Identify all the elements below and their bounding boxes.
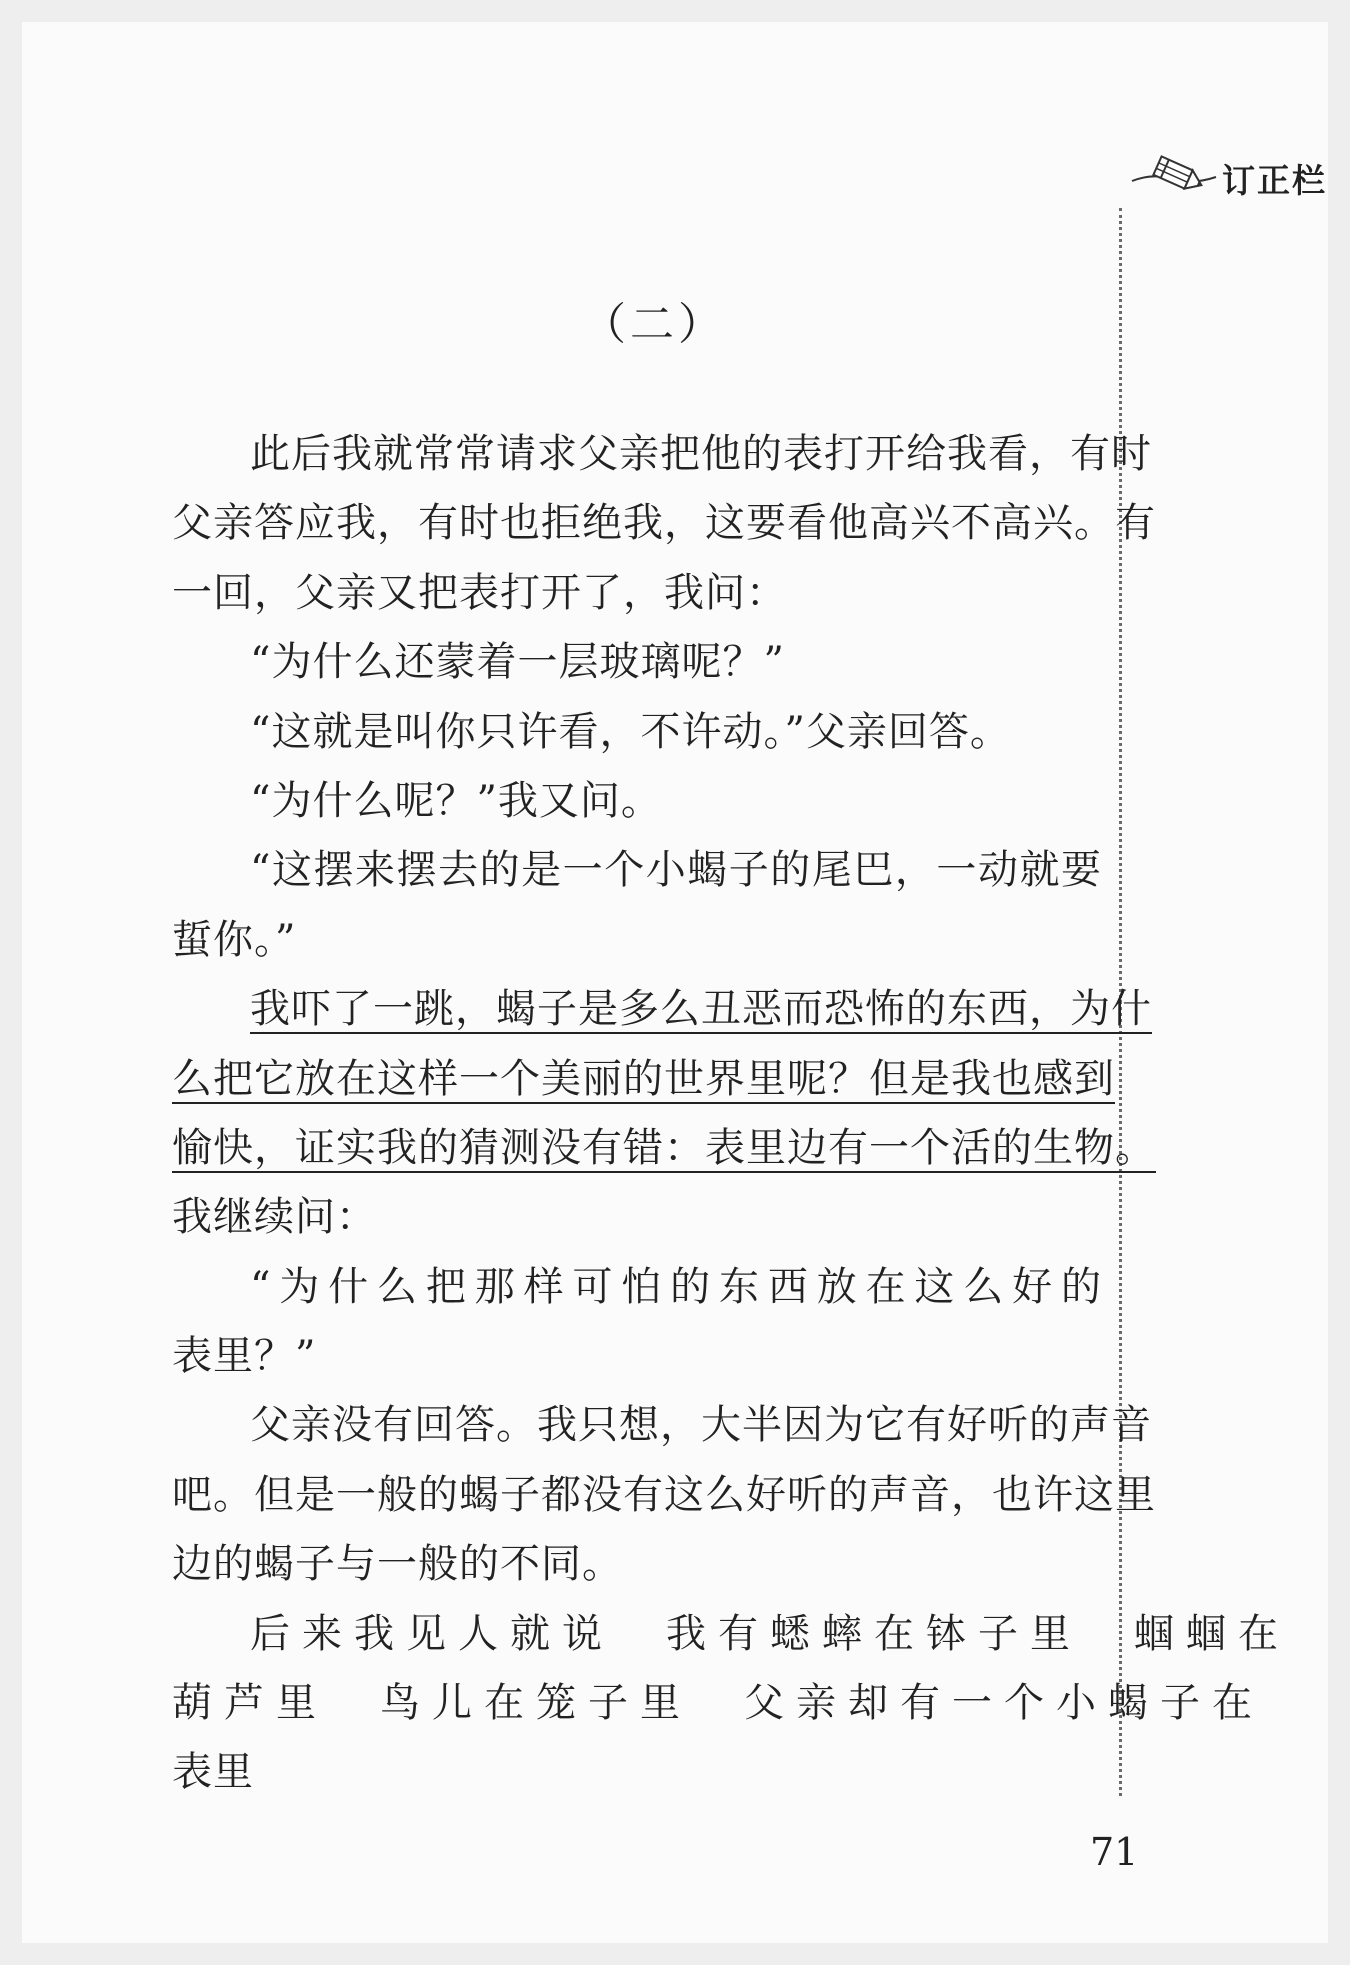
text-line: 边的蝎子与一般的不同。 (172, 1541, 623, 1588)
underlined-text: 我吓了一跳，蝎子是多么丑恶而恐怖的东西，为什 (250, 986, 1152, 1033)
text-line: “这摆来摆去的是一个小蝎子的尾巴，一动就要 (250, 847, 1102, 894)
correction-column-title: 订正栏 (1222, 161, 1327, 200)
page-number: 71 (1090, 1830, 1139, 1874)
text-line: 蜇你。” (172, 916, 297, 963)
underlined-text-line (172, 1114, 1156, 1183)
text-line: 父亲答应我，有时也拒绝我，这要看他高兴不高兴。有 (172, 500, 1156, 547)
body-text (172, 420, 1290, 1808)
section-title: （二） (582, 299, 726, 350)
text-line: 我继续问： (172, 1194, 377, 1241)
underlined-text-line (172, 1045, 1115, 1114)
book-page (22, 22, 1328, 1943)
text-line: “为什么还蒙着一层玻璃呢？” (250, 639, 785, 686)
text-line: 此后我就常常请求父亲把他的表打开给我看，有时 (250, 431, 1152, 477)
text-line: 后来我见人就说 我有蟋蟀在钵子里 蝈蝈在 (250, 1610, 1290, 1657)
text-line: “为什么呢？”我又问。 (250, 777, 662, 824)
text-line: “这就是叫你只许看，不许动。”父亲回答。 (250, 708, 1011, 755)
text-line: 葫芦里 鸟儿在笼子里 父亲却有一个小蝎子在 (172, 1680, 1264, 1727)
text-line: 表里？” (172, 1333, 317, 1380)
text-line: 表里 (172, 1749, 254, 1796)
underlined-text: 么把它放在这样一个美丽的世界里呢？但是我也感到 (172, 1055, 1115, 1102)
text-line: 一回，父亲又把表打开了，我问： (172, 569, 787, 616)
text-line: 父亲没有回答。我只想，大半因为它有好听的声音 (250, 1402, 1152, 1449)
underlined-text-line (172, 975, 1152, 1044)
text-line: “为什么把那样可怕的东西放在这么好的 (250, 1263, 1102, 1310)
underlined-text: 愉快，证实我的猜测没有错：表里边有一个活的生物。 (172, 1124, 1156, 1171)
text-line: 吧。但是一般的蝎子都没有这么好听的声音，也许这里 (172, 1471, 1156, 1518)
correction-column-header (1130, 147, 1342, 207)
